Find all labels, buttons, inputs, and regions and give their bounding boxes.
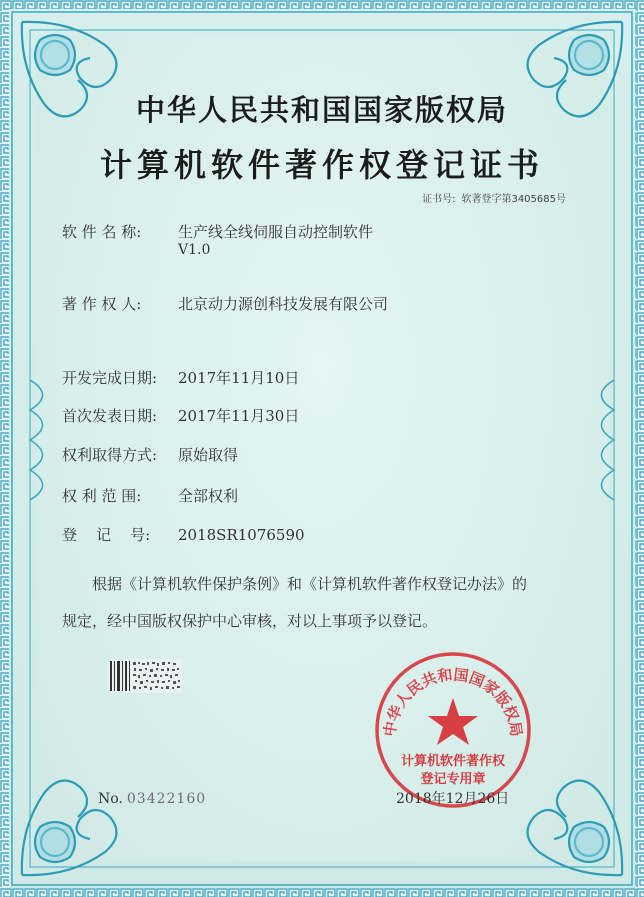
acquisition-label: 权利取得方式: [62, 446, 158, 464]
certificate-title: 计算机软件著作权登记证书 [99, 146, 544, 184]
serial-number [98, 791, 206, 807]
serial-number-label: No. [98, 791, 123, 807]
certificate-number-label: 证书号: [422, 194, 456, 205]
registration-number-value: 2018SR1076590 [178, 526, 305, 544]
completion-date-row [62, 367, 299, 388]
serial-number-value: 03422160 [126, 791, 207, 807]
statement-line-2: 规定，经中国版权保护中心审核，对以上事项予以登记。 [62, 612, 438, 630]
software-version: V1.0 [178, 242, 211, 258]
owner-label: 著 作 权 人: [62, 295, 142, 313]
corner-ornament-bottom-right [528, 781, 623, 876]
acquisition-row [62, 444, 238, 465]
side-ornament-right [602, 380, 615, 500]
certificate-number-value: 软著登字第3405685号 [461, 194, 566, 205]
seal-line-1: 计算机软件著作权 [400, 754, 506, 769]
seal-top-text: 中华人民共和国国家版权局 [380, 665, 526, 738]
barcode-image [108, 659, 182, 693]
issuer-title: 中华人民共和国国家版权局 [135, 93, 508, 127]
owner-value: 北京动力源创科技发展有限公司 [178, 295, 389, 313]
first-publish-row [62, 405, 299, 426]
first-publish-label: 首次发表日期: [62, 407, 158, 425]
scope-value: 全部权利 [178, 487, 239, 505]
scope-row [62, 485, 238, 506]
first-publish-value: 2017年11月30日 [178, 407, 300, 425]
completion-date-value: 2017年11月10日 [178, 369, 300, 387]
certificate-number [416, 190, 566, 205]
issue-date: 2018年12月26日 [396, 791, 510, 807]
seal-line-2: 登记专用章 [420, 772, 486, 787]
acquisition-value: 原始取得 [178, 446, 239, 464]
registration-number-row [62, 524, 305, 545]
side-ornament-left [30, 380, 43, 500]
software-name-label: 软 件 名 称: [62, 223, 142, 241]
software-name-value: 生产线全线伺服自动控制软件 [178, 223, 374, 241]
official-seal [373, 650, 533, 810]
owner-row [62, 293, 388, 314]
scope-label: 权 利 范 围: [62, 487, 142, 505]
statement-paragraph [62, 566, 527, 640]
registration-number-label: 登 记 号: [62, 526, 151, 544]
completion-date-label: 开发完成日期: [62, 369, 158, 387]
software-name-row [62, 221, 373, 242]
seal-star-icon [428, 698, 478, 745]
statement-line-1: 根据《计算机软件保护条例》和《计算机软件著作权登记办法》的 [92, 575, 528, 593]
